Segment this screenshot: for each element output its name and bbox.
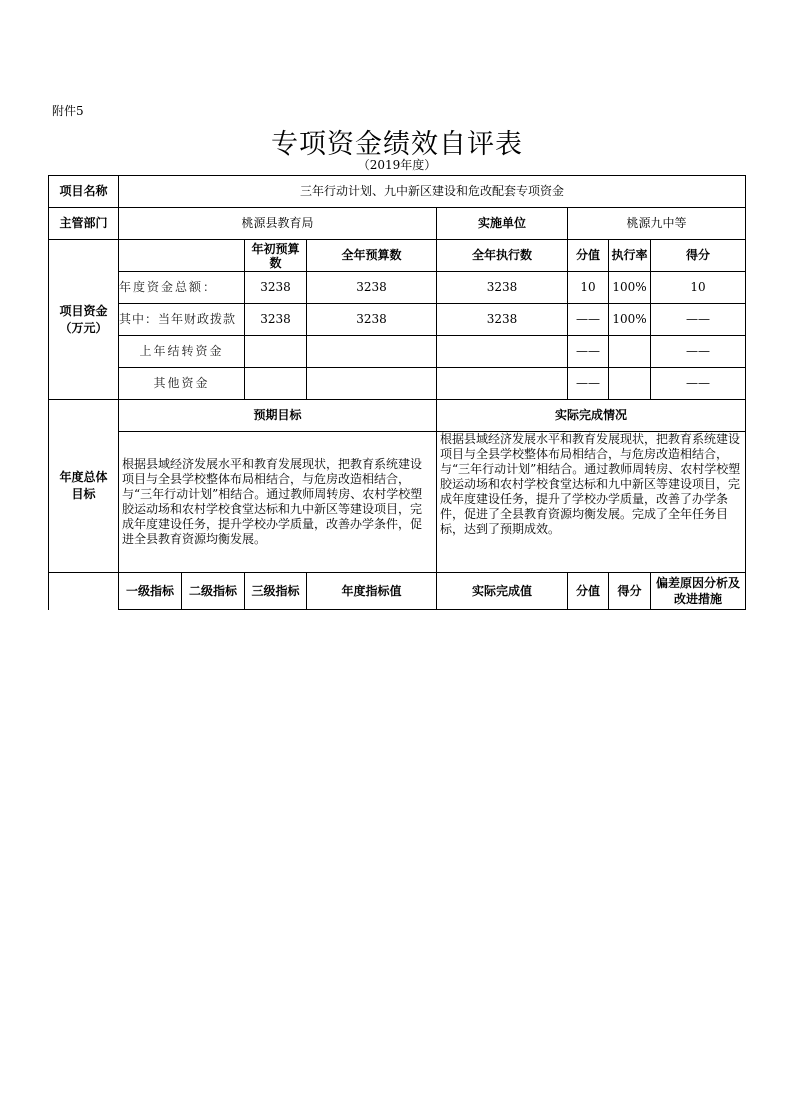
level3-indicator-header: 三级指标	[245, 573, 307, 610]
annual-goals-label: 年度总体目标	[49, 400, 119, 573]
fund-annual: 3238	[307, 272, 437, 304]
fund-row-label: 年度资金总额：	[119, 272, 245, 304]
fund-row-total	[49, 272, 746, 304]
fund-annual: 3238	[307, 304, 437, 336]
department-row	[49, 208, 746, 240]
fund-value: ——	[568, 304, 609, 336]
fund-row-other	[49, 368, 746, 400]
score-value-header: 分值	[568, 240, 609, 272]
expected-goals-header: 预期目标	[119, 400, 437, 432]
fund-value: 10	[568, 272, 609, 304]
funds-label: 项目资金（万元）	[49, 240, 119, 400]
fund-row-label: 上年结转资金	[119, 336, 245, 368]
score-header: 得分	[651, 240, 746, 272]
fund-score: ——	[651, 304, 746, 336]
fund-score: 10	[651, 272, 746, 304]
level2-indicator-header: 二级指标	[182, 573, 245, 610]
actual-value-header: 实际完成值	[437, 573, 568, 610]
actual-completion-header: 实际完成情况	[437, 400, 746, 432]
funds-header-row	[49, 240, 746, 272]
fund-rate: 100%	[609, 304, 651, 336]
fund-row-fiscal	[49, 304, 746, 336]
indicator-score-header: 得分	[609, 573, 651, 610]
fund-score: ——	[651, 368, 746, 400]
annual-budget-header: 全年预算数	[307, 240, 437, 272]
actual-completion-text: 根据县域经济发展水平和教育发展现状，把教育系统建设项目与全县学校整体布局相结合，与危房改造相结合，与“三年行动计划”相结合。通过教师周转房、农村学校塑胶运动场和农村学校食堂达标和九中新区等建设项目，完成年度建设任务，提升了学校办学质量，改善了办学条件，促进了全县教育资源均衡发展。完成了全年任务目标，达到了预期成效。	[437, 432, 746, 573]
project-name-label: 项目名称	[49, 176, 119, 208]
evaluation-table	[48, 175, 746, 610]
fund-rate	[609, 368, 651, 400]
implementing-unit-label: 实施单位	[437, 208, 568, 240]
page-subtitle: （2019年度）	[357, 158, 437, 172]
fund-row-carryover	[49, 336, 746, 368]
fund-initial	[245, 336, 307, 368]
fund-initial: 3238	[245, 304, 307, 336]
indicators-header-row	[49, 573, 746, 610]
page-title: 专项资金绩效自评表	[271, 129, 523, 160]
implementing-unit-value: 桃源九中等	[568, 208, 746, 240]
fund-initial	[245, 368, 307, 400]
fund-exec: 3238	[437, 272, 568, 304]
fund-annual	[307, 336, 437, 368]
goals-header-row	[49, 400, 746, 432]
annual-indicator-value-header: 年度指标值	[307, 573, 437, 610]
funds-header-blank	[119, 240, 245, 272]
expected-goals-text: 根据县域经济发展水平和教育发展现状，把教育系统建设项目与全县学校整体布局相结合，与危房改造相结合，与“三年行动计划”相结合。通过教师周转房、农村学校塑胶运动场和农村学校食堂达标和九中新区等建设项目，完成年度建设任务，提升学校办学质量，改善办学条件，促进全县教育资源均衡发展。	[119, 432, 437, 573]
fund-rate	[609, 336, 651, 368]
indicators-blank	[49, 573, 119, 610]
fund-exec: 3238	[437, 304, 568, 336]
fund-exec	[437, 368, 568, 400]
department-label: 主管部门	[49, 208, 119, 240]
department-value: 桃源县教育局	[119, 208, 437, 240]
initial-budget-header: 年初预算数	[245, 240, 307, 272]
fund-rate: 100%	[609, 272, 651, 304]
annual-exec-header: 全年执行数	[437, 240, 568, 272]
fund-score: ——	[651, 336, 746, 368]
attachment-label: 附件5	[52, 104, 84, 118]
project-name-value: 三年行动计划、九中新区建设和危改配套专项资金	[119, 176, 746, 208]
exec-rate-header: 执行率	[609, 240, 651, 272]
fund-initial: 3238	[245, 272, 307, 304]
fund-value: ——	[568, 368, 609, 400]
goals-content-row	[49, 432, 746, 573]
fund-row-label: 其中：当年财政拨款	[119, 304, 245, 336]
deviation-analysis-header: 偏差原因分析及改进措施	[651, 573, 746, 610]
fund-value: ——	[568, 336, 609, 368]
indicator-score-value-header: 分值	[568, 573, 609, 610]
fund-annual	[307, 368, 437, 400]
fund-row-label: 其他资金	[119, 368, 245, 400]
project-name-row	[49, 176, 746, 208]
level1-indicator-header: 一级指标	[119, 573, 182, 610]
fund-exec	[437, 336, 568, 368]
